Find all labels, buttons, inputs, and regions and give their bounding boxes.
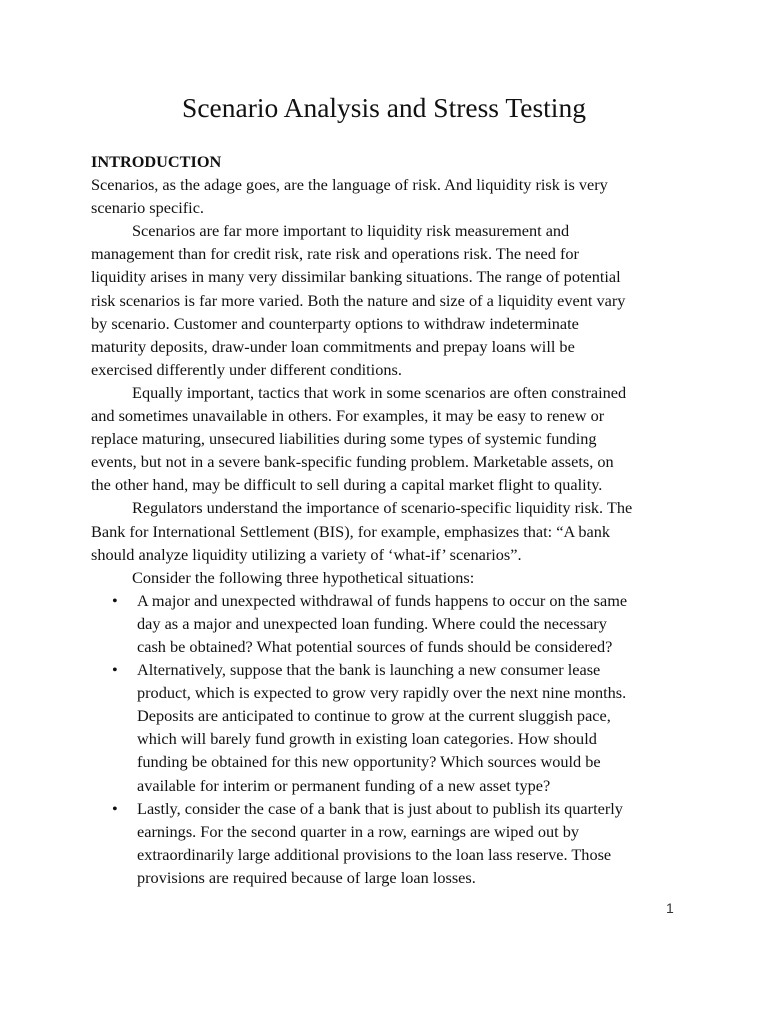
text-line: exercised differently under different conditions.: [91, 359, 402, 379]
text-line: Scenarios are far more important to liquidity risk measurement and: [132, 221, 570, 241]
text-line: should analyze liquidity utilizing a variety of ‘what-if’ scenarios”.: [91, 544, 522, 564]
text-line: cash be obtained? What potential sources of funds should be considered?: [137, 636, 613, 656]
text-line: extraordinarily large additional provisions to the loan lass reserve. Those: [137, 844, 612, 864]
text-line: which will barely fund growth in existing loan categories. How should: [137, 729, 597, 749]
text-line: by scenario. Customer and counterparty options to withdraw indeterminate: [91, 313, 579, 333]
text-line: product, which is expected to grow very rapidly over the next nine months.: [137, 683, 627, 703]
document-body: [91, 150, 681, 889]
text-line: Scenarios, as the adage goes, are the language of risk. And liquidity risk is very: [91, 175, 608, 195]
paragraph: [91, 566, 681, 589]
list-item: [91, 658, 681, 797]
text-line: scenario specific.: [91, 198, 205, 218]
text-line: A major and unexpected withdrawal of funds happens to occur on the same: [137, 590, 628, 610]
text-line: Regulators understand the importance of scenario-specific liquidity risk. The: [132, 498, 633, 518]
bullet-icon: •: [112, 660, 118, 680]
list-item: [91, 589, 681, 658]
section-heading: INTRODUCTION: [91, 152, 222, 171]
text-line: Bank for International Settlement (BIS), for example, emphasizes that: “A bank: [91, 521, 611, 541]
text-line: the other hand, may be difficult to sell during a capital market flight to quality.: [91, 475, 603, 495]
page-number: 1: [666, 900, 674, 916]
paragraph: [91, 173, 681, 219]
text-line: earnings. For the second quarter in a row, earnings are wiped out by: [137, 821, 580, 841]
text-line: management than for credit risk, rate risk and operations risk. The need for: [91, 244, 579, 264]
paragraph: [91, 219, 681, 381]
text-line: provisions are required because of large loan losses.: [137, 867, 476, 887]
text-line: Lastly, consider the case of a bank that is just about to publish its quarterly: [137, 798, 623, 818]
text-line: maturity deposits, draw-under loan commitments and prepay loans will be: [91, 336, 575, 356]
paragraph: [91, 496, 681, 565]
text-line: replace maturing, unsecured liabilities during some types of systemic funding: [91, 429, 597, 449]
text-line: risk scenarios is far more varied. Both the nature and size of a liquidity event vary: [91, 290, 626, 310]
text-line: liquidity arises in many very dissimilar banking situations. The range of potential: [91, 267, 621, 287]
bullet-list: [91, 589, 681, 889]
text-line: Consider the following three hypothetical situations:: [132, 567, 475, 587]
text-line: day as a major and unexpected loan funding. Where could the necessary: [137, 613, 607, 633]
text-line: events, but not in a severe bank-specific funding problem. Marketable assets, on: [91, 452, 614, 472]
list-item: [91, 797, 681, 889]
document-title: Scenario Analysis and Stress Testing: [182, 92, 586, 123]
text-line: and sometimes unavailable in others. For examples, it may be easy to renew or: [91, 406, 605, 426]
text-line: available for interim or permanent funding of a new asset type?: [137, 775, 551, 795]
text-line: Equally important, tactics that work in some scenarios are often constrained: [132, 382, 627, 402]
bullet-icon: •: [112, 798, 118, 818]
paragraph: [91, 381, 681, 496]
text-line: Alternatively, suppose that the bank is launching a new consumer lease: [137, 660, 601, 680]
text-line: funding be obtained for this new opportunity? Which sources would be: [137, 752, 601, 772]
bullet-icon: •: [112, 590, 118, 610]
paragraphs: [91, 173, 681, 589]
text-line: Deposits are anticipated to continue to grow at the current sluggish pace,: [137, 706, 611, 726]
